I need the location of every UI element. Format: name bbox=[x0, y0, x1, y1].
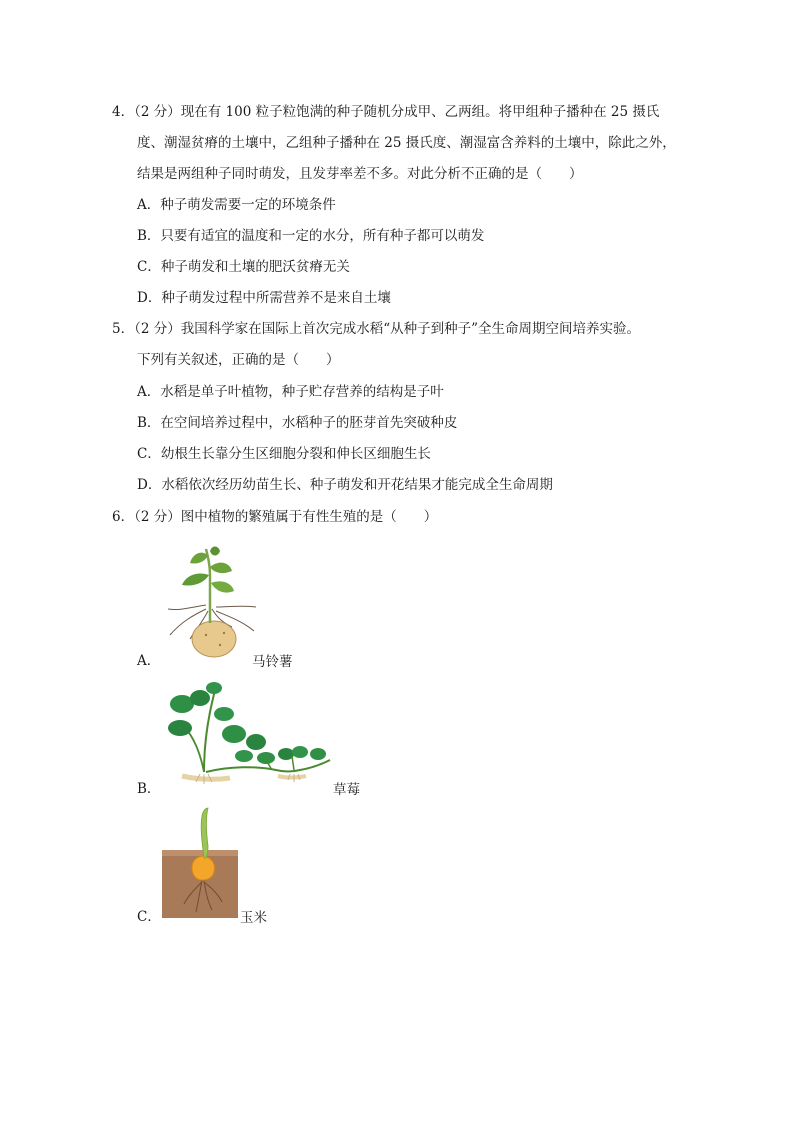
q6-option-b-caption: 草莓 bbox=[333, 782, 360, 798]
q6-line-1: 6．（2 分）图中植物的繁殖属于有性生殖的是（ ） bbox=[112, 509, 438, 525]
q4-option-a[interactable]: A．种子萌发需要一定的环境条件 bbox=[137, 197, 336, 213]
q6-option-b-letter[interactable]: B． bbox=[137, 781, 161, 797]
q4-option-c[interactable]: C．种子萌发和土壤的肥沃贫瘠无关 bbox=[137, 259, 350, 275]
strawberry-runner-icon bbox=[160, 682, 332, 790]
q4-line-3: 结果是两组种子同时萌发，且发芽率差不多。对此分析不正确的是（ ） bbox=[137, 166, 583, 182]
q4-option-b[interactable]: B．只要有适宜的温度和一定的水分，所有种子都可以萌发 bbox=[137, 228, 485, 244]
q5-line-1: 5．（2 分）我国科学家在国际上首次完成水稻“从种子到种子”全生命周期空间培养实验。 bbox=[112, 321, 641, 337]
q4-line-2: 度、潮湿贫瘠的土壤中，乙组种子播种在 25 摄氏度、潮湿富含养料的土壤中，除此之外， bbox=[137, 135, 676, 151]
q5-option-b[interactable]: B．在空间培养过程中，水稻种子的胚芽首先突破种皮 bbox=[137, 415, 458, 431]
q5-option-d[interactable]: D．水稻依次经历幼苗生长、种子萌发和开花结果才能完成全生命周期 bbox=[137, 477, 553, 493]
q6-option-c-caption: 玉米 bbox=[240, 910, 267, 926]
q6-option-a-caption: 马铃薯 bbox=[252, 654, 293, 670]
q5-line-2: 下列有关叙述，正确的是（ ） bbox=[137, 352, 340, 368]
q6-option-c-letter[interactable]: C． bbox=[137, 909, 161, 925]
potato-sprout-icon bbox=[162, 545, 262, 663]
q5-option-a[interactable]: A．水稻是单子叶植物，种子贮存营养的结构是子叶 bbox=[137, 384, 444, 400]
q4-option-d[interactable]: D．种子萌发过程中所需营养不是来自土壤 bbox=[137, 290, 391, 306]
corn-seedling-icon bbox=[162, 806, 240, 920]
q6-option-a-letter[interactable]: A． bbox=[137, 653, 161, 669]
q5-option-c[interactable]: C．幼根生长靠分生区细胞分裂和伸长区细胞生长 bbox=[137, 446, 431, 462]
q4-line-1: 4．（2 分）现在有 100 粒子粒饱满的种子随机分成甲、乙两组。将甲组种子播种在 25 摄氏 bbox=[112, 104, 660, 120]
